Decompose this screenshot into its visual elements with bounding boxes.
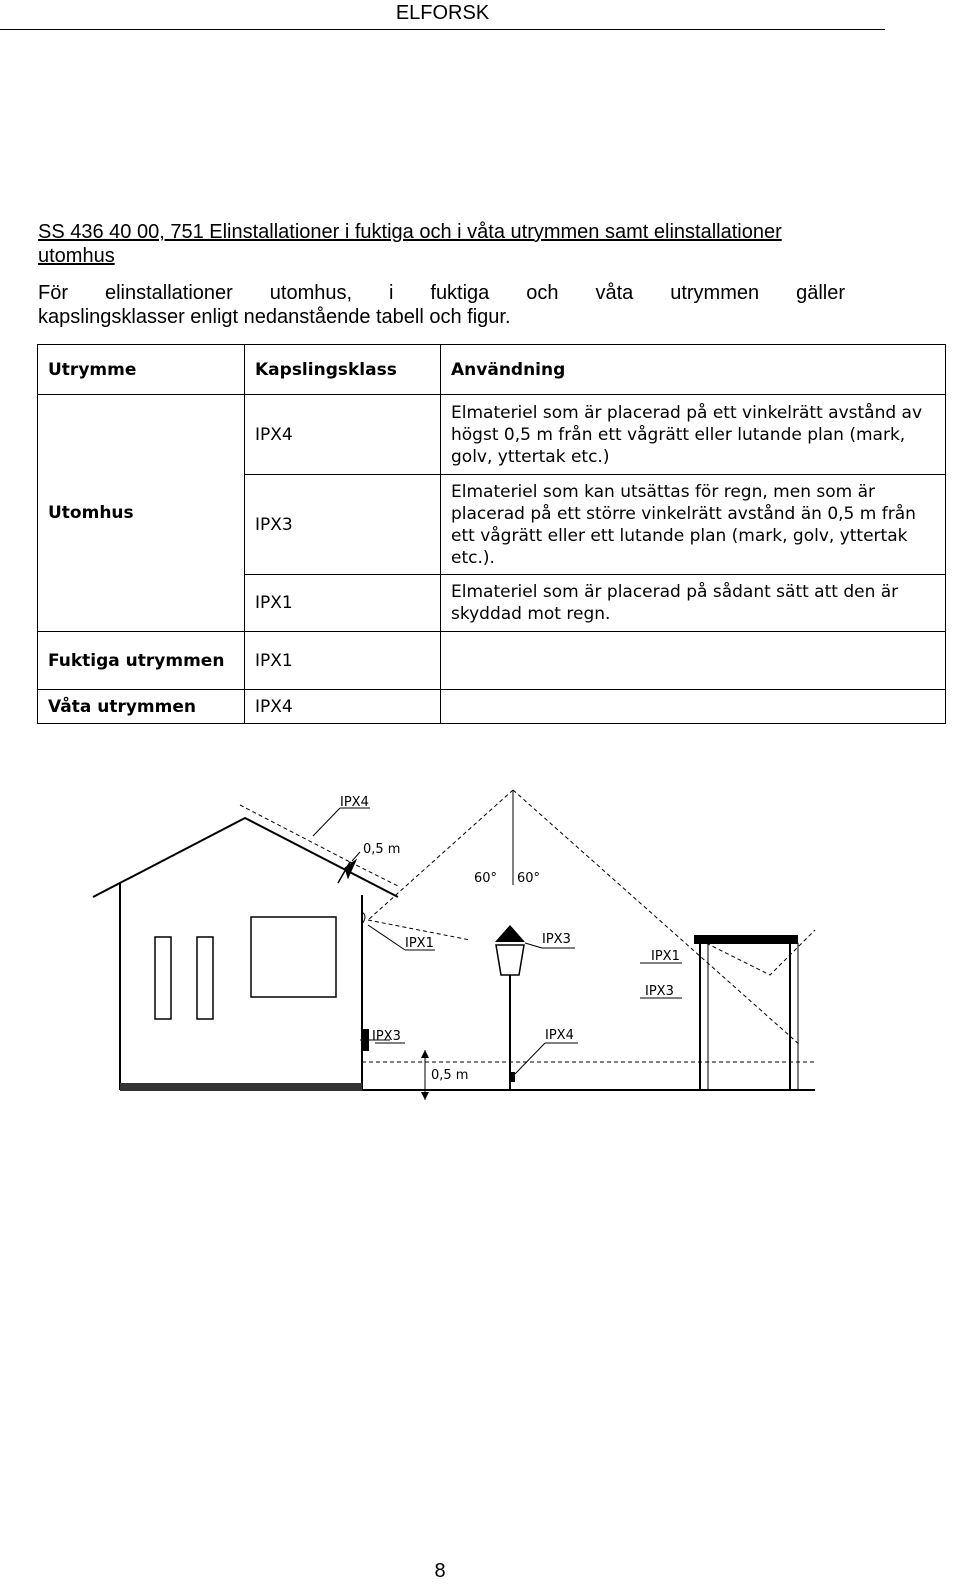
lamp-ipx3-leader xyxy=(525,943,542,948)
roof-ipx4-label: IPX4 xyxy=(340,795,369,810)
cell-class: IPX4 xyxy=(245,690,441,724)
post-ipx4-label: IPX4 xyxy=(545,1028,574,1043)
lamp-head xyxy=(496,945,524,975)
eave-ipx1-label: IPX1 xyxy=(405,936,434,951)
pergola-roof xyxy=(695,936,797,943)
house-window-3 xyxy=(251,917,336,997)
cell-class: IPX3 xyxy=(245,475,441,575)
header-usage: Användning xyxy=(441,345,946,395)
angle-right-label: 60° xyxy=(517,871,541,886)
house-drawing xyxy=(93,818,401,1090)
cell-space: Utomhus xyxy=(38,395,245,632)
section-heading: SS 436 40 00, 751 Elinstallationer i fuktiga och i våta utrymmen samt elinstallationer utomhus xyxy=(38,221,782,267)
header-space: Utrymme xyxy=(38,345,245,395)
lamp-ipx3-label: IPX3 xyxy=(542,932,571,947)
cell-class: IPX4 xyxy=(245,395,441,475)
roof-zone-line-2 xyxy=(350,862,400,887)
roof-ipx4-leader xyxy=(313,808,340,836)
roof-zone-line xyxy=(240,805,350,862)
house-window-2 xyxy=(197,937,213,1019)
ground-dist-arrowhead-bottom xyxy=(421,1092,429,1100)
house-roof xyxy=(93,818,401,897)
pergola-ipx1-label: IPX1 xyxy=(651,949,680,964)
post-ipx4-leader xyxy=(515,1043,545,1074)
angle-left-label: 60° xyxy=(474,871,498,886)
cell-space: Våta utrymmen xyxy=(38,690,245,724)
cell-class: IPX1 xyxy=(245,632,441,690)
eave-ipx1-leader xyxy=(368,925,405,950)
intro-line-1: För elinstallationer utomhus, i fuktiga och våta utrymmen gäller xyxy=(38,282,845,304)
cell-usage: Elmateriel som kan utsättas för regn, men som är placerad på ett större vinkelrätt avstånd än 0,5 m från ett vågrätt eller ett lutande plan (mark, golv, yttertak etc.). xyxy=(441,475,946,575)
ground-dist-arrowhead-top xyxy=(421,1050,429,1058)
lamp-cap xyxy=(495,925,525,942)
house-foundation xyxy=(120,1083,362,1091)
header-title: ELFORSK xyxy=(395,2,490,24)
cell-space: Fuktiga utrymmen xyxy=(38,632,245,690)
lamp-post xyxy=(495,925,578,1090)
post-socket xyxy=(510,1072,515,1082)
house-window-1 xyxy=(155,937,171,1019)
cell-usage: Elmateriel som är placerad på ett vinkelrätt avstånd av högst 0,5 m från ett vågrätt eller lutande plan (mark, golv, yttertak etc.) xyxy=(441,395,946,475)
ground-dist-label: 0,5 m xyxy=(431,1068,469,1083)
page-number: 8 xyxy=(434,1560,446,1582)
intro-line-2: kapslingsklasser enligt nedanstående tabell och figur. xyxy=(38,306,511,328)
pergola-ipx3-label: IPX3 xyxy=(645,984,674,999)
rain-angle-right xyxy=(513,790,800,1045)
roof-dist-label: 0,5 m xyxy=(363,842,401,857)
wall-ipx3-label: IPX3 xyxy=(372,1029,401,1044)
cell-class: IPX1 xyxy=(245,575,441,632)
cell-usage: Elmateriel som är placerad på sådant sätt att den är skyddad mot regn. xyxy=(441,575,946,632)
header-class: Kapslingsklass xyxy=(245,345,441,395)
